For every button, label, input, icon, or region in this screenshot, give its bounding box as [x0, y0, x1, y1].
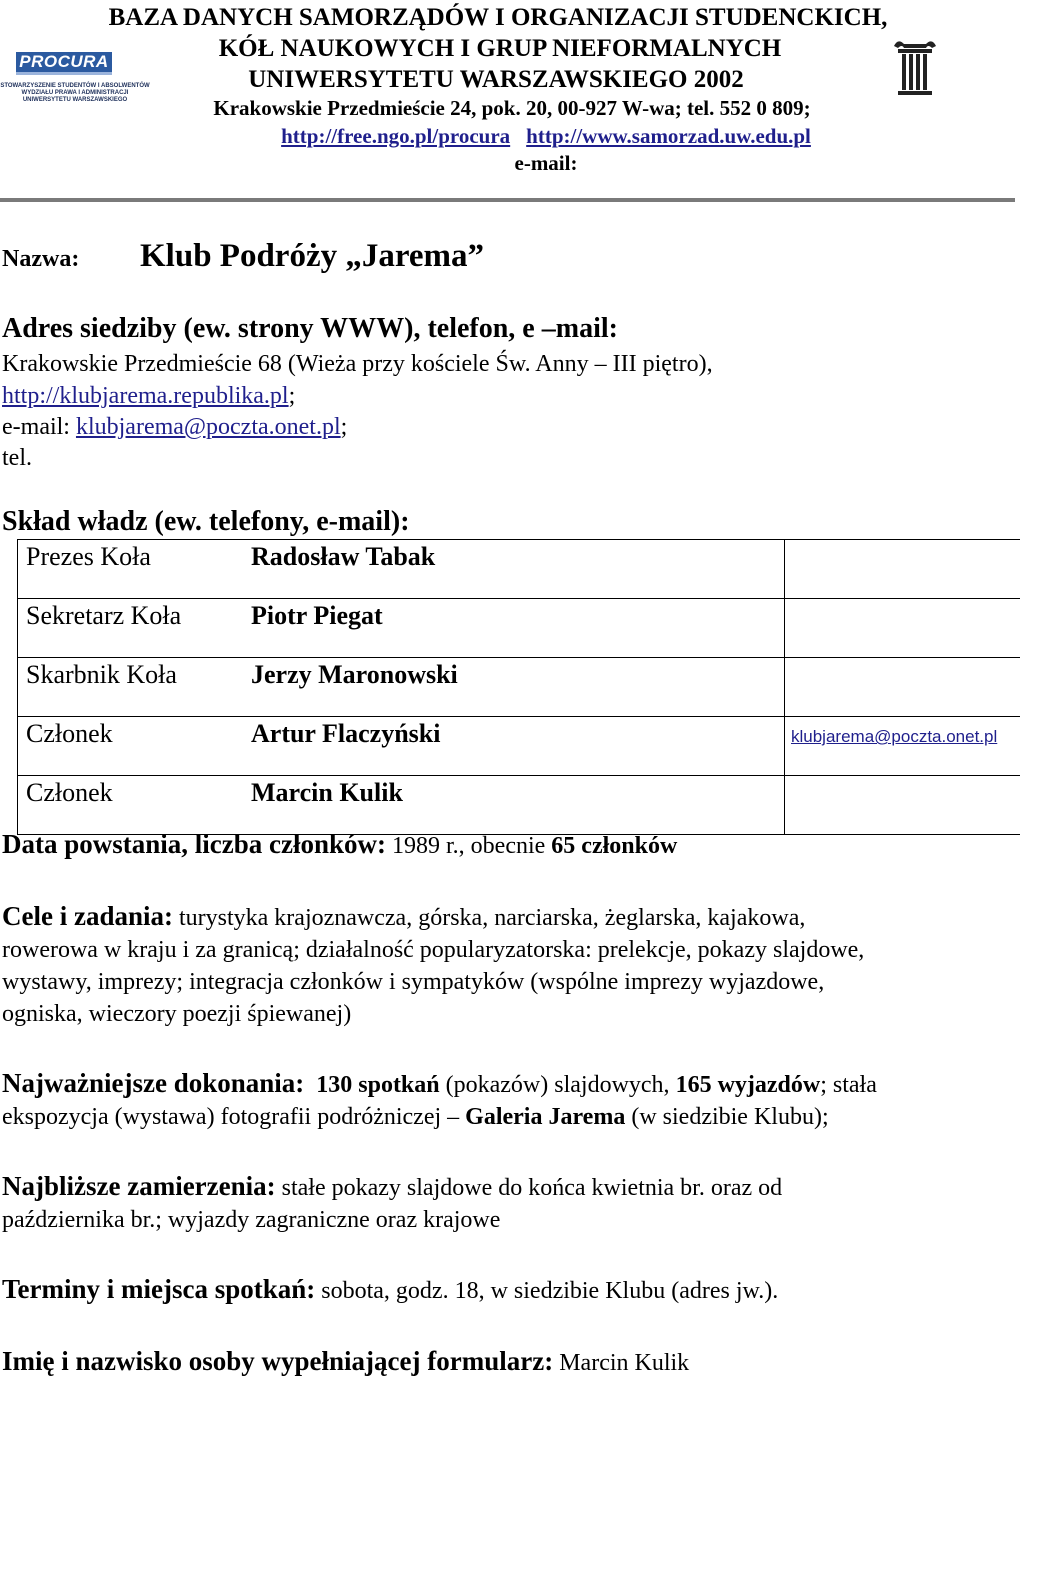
- table-row: [18, 540, 1021, 599]
- board-contact: [785, 540, 1021, 599]
- achievements-text2: ; stała: [820, 1072, 877, 1098]
- email-link[interactable]: klubjarema@poczta.onet.pl: [75, 414, 341, 440]
- header-links: [0, 124, 1056, 149]
- logo-sub-line2: WYDZIAŁU PRAWA I ADMINISTRACJI: [21, 90, 129, 96]
- header-divider: [0, 198, 1015, 202]
- board-member-name: Marcin Kulik: [251, 776, 785, 835]
- logo-sub-line3: UNIWERSYTETU WARSZAWSKIEGO: [22, 97, 128, 103]
- achievements-paragraph: [2, 1067, 1042, 1133]
- plans-line1: stałe pokazy slajdowe do końca kwietnia br. oraz od: [275, 1175, 783, 1201]
- board-role: Prezes Koła: [18, 540, 252, 599]
- table-row: [18, 717, 1021, 776]
- achievements-text1: (pokazów) slajdowych,: [439, 1072, 676, 1098]
- board-contact-email-link[interactable]: klubjarema@poczta.onet.pl: [791, 727, 998, 746]
- board-member-name: Jerzy Maronowski: [251, 658, 785, 717]
- plans-paragraph: [2, 1170, 1042, 1236]
- email-suffix: ;: [340, 414, 348, 440]
- board-role: Członek: [18, 776, 252, 835]
- achievement-meetings: 130 spotkań: [316, 1072, 440, 1098]
- goals-line1: turystyka krajoznawcza, górska, narciarska, żeglarska, kajakowa,: [172, 905, 806, 931]
- logo-sub-line1: STOWARZYSZENIE STUDENTÓW I ABSOLWENTÓW: [0, 83, 150, 89]
- procura-logo-text: PROCURA: [16, 52, 112, 75]
- filler-label: Imię i nazwisko osoby wypełniającej formularz:: [2, 1346, 554, 1376]
- gallery-name: Galeria Jarema: [465, 1104, 626, 1130]
- email-prefix: e-mail:: [2, 414, 76, 440]
- name-label: Nazwa:: [2, 246, 80, 272]
- board-contact: [785, 599, 1021, 658]
- board-member-name: Piotr Piegat: [251, 599, 785, 658]
- meetings-paragraph: [2, 1273, 1042, 1307]
- goals-paragraph: [2, 900, 1042, 1030]
- header-address: Krakowskie Przedmieście 24, pok. 20, 00-927 W-wa; tel. 552 0 809;: [213, 96, 811, 120]
- tel-line: tel.: [2, 445, 32, 471]
- header-title-line1: BAZA DANYCH SAMORZĄDÓW I ORGANIZACJI STUDENCKICH,: [108, 4, 888, 31]
- meetings-text: sobota, godz. 18, w siedzibie Klubu (adres jw.).: [315, 1278, 779, 1304]
- plans-line2: października br.; wyjazdy zagraniczne oraz krajowe: [2, 1207, 501, 1233]
- board-role: Skarbnik Koła: [18, 658, 252, 717]
- goals-label: Cele i zadania:: [2, 901, 173, 931]
- achievement-trips: 165 wyjazdów: [675, 1072, 821, 1098]
- founded-label: Data powstania, liczba członków:: [2, 829, 386, 859]
- procura-link[interactable]: http://free.ngo.pl/procura: [281, 124, 511, 148]
- board-role: Sekretarz Koła: [18, 599, 252, 658]
- header-title-line3: UNIWERSYTETU WARSZAWSKIEGO 2002: [248, 66, 744, 93]
- board-member-name: Radosław Tabak: [251, 540, 785, 599]
- table-row: [18, 776, 1021, 835]
- founded-text: 1989 r., obecnie: [386, 833, 552, 859]
- board-role: Członek: [18, 717, 252, 776]
- board-contact: [785, 658, 1021, 717]
- board-table: [17, 539, 1020, 835]
- document-header: [0, 0, 1056, 205]
- website-line: [2, 380, 295, 412]
- member-count: 65 członków: [551, 833, 678, 859]
- board-contact: [785, 717, 1021, 776]
- board-member-name: Artur Flaczyński: [251, 717, 785, 776]
- address-line: Krakowskie Przedmieście 68 (Wieża przy kościele Św. Anny – III piętro),: [2, 351, 713, 377]
- website-suffix: ;: [288, 383, 296, 409]
- website-link[interactable]: http://klubjarema.republika.pl: [2, 383, 289, 409]
- header-email-label: e-mail:: [514, 151, 578, 175]
- plans-label: Najbliższe zamierzenia:: [2, 1171, 276, 1201]
- address-section-title: Adres siedziby (ew. strony WWW), telefon, e –mail:: [2, 313, 618, 344]
- meetings-label: Terminy i miejsca spotkań:: [2, 1274, 316, 1304]
- achievements-label: Najważniejsze dokonania:: [2, 1068, 305, 1098]
- board-section-title: Skład władz (ew. telefony, e-mail):: [2, 506, 410, 537]
- filler-paragraph: [2, 1345, 1042, 1379]
- achievements-line2a: ekspozycja (wystawa) fotografii podróżniczej –: [2, 1104, 466, 1130]
- table-row: [18, 599, 1021, 658]
- board-contact: [785, 776, 1021, 835]
- founded-paragraph: [2, 828, 1042, 862]
- goals-line4: ogniska, wieczory poezji śpiewanej): [2, 1001, 352, 1027]
- email-line: [2, 411, 347, 443]
- club-name: Klub Podróży „Jarema”: [140, 238, 485, 274]
- achievements-line2b: (w siedzibie Klubu);: [625, 1104, 829, 1130]
- goals-line3: wystawy, imprezy; integracja członków i sympatyków (wspólne imprezy wyjazdowe,: [2, 969, 825, 995]
- filler-name: Marcin Kulik: [553, 1350, 690, 1376]
- header-title-line2: KÓŁ NAUKOWYCH I GRUP NIEFORMALNYCH: [218, 35, 782, 62]
- table-row: [18, 658, 1021, 717]
- samorzad-link[interactable]: http://www.samorzad.uw.edu.pl: [526, 124, 811, 148]
- goals-line2: rowerowa w kraju i za granicą; działalność popularyzatorska: prelekcje, pokazy slajdowe,: [2, 937, 865, 963]
